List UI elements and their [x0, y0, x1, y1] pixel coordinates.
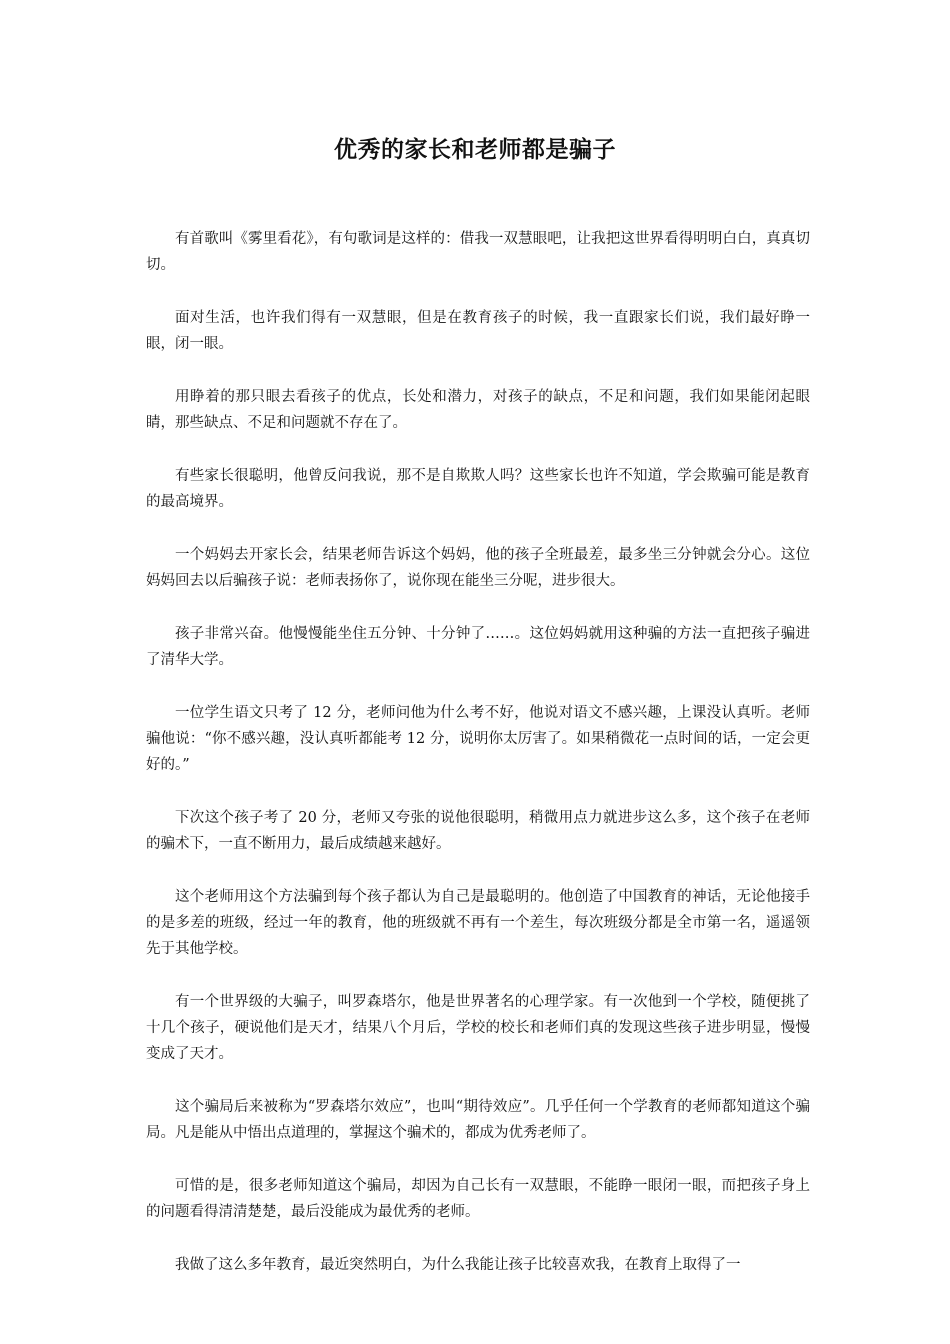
paragraph-4: 有些家长很聪明，他曾反问我说，那不是自欺欺人吗？这些家长也许不知道，学会欺骗可能是教育的最高境界。: [146, 468, 810, 510]
document-body: [146, 226, 810, 1305]
paragraph-5: 一个妈妈去开家长会，结果老师告诉这个妈妈，他的孩子全班最差，最多坐三分钟就会分心。这位妈妈回去以后骗孩子说：老师表扬你了，说你现在能坐三分呢，进步很大。: [146, 547, 810, 589]
paragraph-2: 面对生活，也许我们得有一双慧眼，但是在教育孩子的时候，我一直跟家长们说，我们最好睁一眼，闭一眼。: [146, 310, 810, 352]
paragraph-11: 这个骗局后来被称为“罗森塔尔效应”，也叫“期待效应”。几乎任何一个学教育的老师都知道这个骗局。凡是能从中悟出点道理的，掌握这个骗术的，都成为优秀老师了。: [146, 1099, 810, 1141]
paragraph-10: 有一个世界级的大骗子，叫罗森塔尔，他是世界著名的心理学家。有一次他到一个学校，随便挑了十几个孩子，硬说他们是天才，结果八个月后，学校的校长和老师们真的发现这些孩子进步明显，慢慢变成了天才。: [146, 994, 810, 1062]
paragraph-7: 一位学生语文只考了 12 分，老师问他为什么考不好，他说对语文不感兴趣，上课没认真听。老师骗他说：“你不感兴趣，没认真听都能考 12 分，说明你太厉害了。如果稍微花一点时间的话，一定会更好的。”: [146, 705, 810, 773]
paragraph-9: 这个老师用这个方法骗到每个孩子都认为自己是最聪明的。他创造了中国教育的神话，无论他接手的是多差的班级，经过一年的教育，他的班级就不再有一个差生，每次班级分都是全市第一名，遥遥领先于其他学校。: [146, 889, 810, 957]
paragraph-8: 下次这个孩子考了 20 分，老师又夸张的说他很聪明，稍微用点力就进步这么多，这个孩子在老师的骗术下，一直不断用力，最后成绩越来越好。: [146, 810, 810, 852]
paragraph-12: 可惜的是，很多老师知道这个骗局，却因为自己长有一双慧眼，不能睁一眼闭一眼，而把孩子身上的问题看得清清楚楚，最后没能成为最优秀的老师。: [146, 1178, 810, 1220]
document-title: 优秀的家长和老师都是骗子: [334, 137, 616, 163]
paragraph-1: 有首歌叫《雾里看花》，有句歌词是这样的：借我一双慧眼吧，让我把这世界看得明明白白，真真切切。: [146, 231, 810, 273]
paragraph-6: 孩子非常兴奋。他慢慢能坐住五分钟、十分钟了……。这位妈妈就用这种骗的方法一直把孩子骗进了清华大学。: [146, 626, 810, 668]
paragraph-3: 用睁着的那只眼去看孩子的优点，长处和潜力，对孩子的缺点，不足和问题，我们如果能闭起眼睛，那些缺点、不足和问题就不存在了。: [146, 389, 810, 431]
paragraph-13: 我做了这么多年教育，最近突然明白，为什么我能让孩子比较喜欢我，在教育上取得了一: [175, 1257, 741, 1273]
